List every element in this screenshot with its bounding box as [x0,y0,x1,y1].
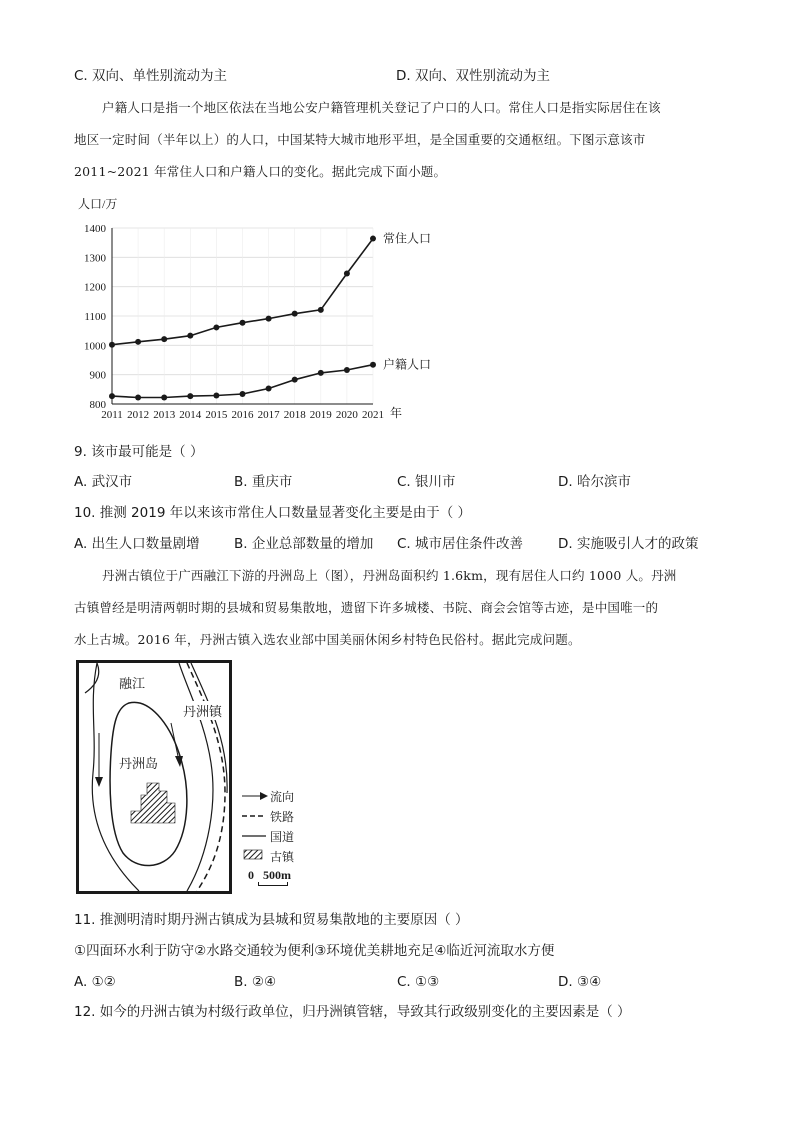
q8-option-c: C. 双向、单性别流动为主 [74,68,228,84]
x-tick-label: 2015 [205,409,228,421]
y-tick-label: 1400 [84,223,106,235]
data-point [266,316,272,322]
legend-highway-label: 国道 [270,830,295,844]
q11-option-a: A. ①② [74,974,116,990]
q11-option-b: B. ②④ [234,974,277,990]
data-point [161,336,167,342]
q11-stem: 11. 推测明清时期丹洲古镇成为县城和贸易集散地的主要原因（ ） [74,912,469,928]
q10-option-c: C. 城市居住条件改善 [397,536,524,552]
data-point [135,395,141,401]
data-point [135,339,141,345]
legend-old-town-symbol [244,850,262,859]
data-point [344,270,350,276]
legend-scale-label: 0 500m [248,868,291,882]
legend-flow-label: 流向 [270,790,295,804]
data-point [318,370,324,376]
passage1-line3: 2011~2021 年常住人口和户籍人口的变化。据此完成下面小题。 [74,164,447,179]
data-point [213,324,219,330]
y-tick-label: 1200 [84,281,106,294]
danzhou-map [76,660,232,894]
data-point [370,236,376,242]
data-point [292,311,298,317]
data-point [240,320,246,326]
legend-old-town-label: 古镇 [270,850,295,864]
map-legend [240,788,320,888]
data-point [240,391,246,397]
y-tick-label: 900 [89,369,106,382]
q10-option-a: A. 出生人口数量剧增 [74,536,200,552]
data-point [187,393,193,399]
series-label: 户籍人口 [383,357,432,372]
x-tick-label: 2020 [335,409,358,421]
data-point [318,307,324,313]
data-point [109,342,115,348]
data-point [213,392,219,398]
x-tick-label: 2018 [283,409,306,421]
legend-railway-label: 铁路 [270,810,295,824]
passage1-line2: 地区一定时间（半年以上）的人口，中国某特大城市地形平坦，是全国重要的交通枢纽。下图示意该市 [74,132,646,147]
x-tick-label: 2019 [309,409,332,421]
y-tick-label: 1100 [84,311,106,323]
flow-arrowhead-west [95,777,103,787]
q9-option-c: C. 银川市 [397,474,456,490]
q11-option-c: C. ①③ [397,974,440,990]
q9-option-a: A. 武汉市 [74,474,133,490]
q11-statements: ①四面环水利于防守②水路交通较为便利③环境优美耕地充足④临近河流取水方便 [74,943,555,959]
q12-stem: 12. 如今的丹洲古镇为村级行政单位，归丹洲镇管辖，导致其行政级别变化的主要因素是（ ） [74,1004,631,1020]
q9-option-d: D. 哈尔滨市 [558,474,631,490]
data-point [161,395,167,401]
legend-flow-arrowhead [260,792,268,800]
x-tick-label: 2013 [153,409,176,421]
q10-option-d: D. 实施吸引人才的政策 [558,536,699,552]
map-label-island: 丹洲岛 [119,757,159,772]
legend-scale-bar [258,882,288,886]
map-drawing [79,663,229,891]
x-tick-label: 2016 [231,409,254,421]
passage1-line1: 户籍人口是指一个地区依法在当地公安户籍管理机关登记了户口的人口。常住人口是指实际居住在该 [102,100,661,115]
passage2-line3: 水上古城。2016 年，丹洲古镇入选农业部中国美丽休闲乡村特色民俗村。据此完成问题。 [74,632,581,647]
x-tick-label: 2014 [179,409,202,421]
data-point [344,367,350,373]
y-axis-label: 人口/万 [78,197,118,211]
data-point [370,362,376,368]
map-label-town: 丹洲镇 [183,701,222,720]
x-tick-label: 2012 [127,409,150,421]
q9-option-b: B. 重庆市 [234,474,293,490]
x-tick-label: 2011 [101,409,123,421]
y-tick-label: 800 [89,399,106,411]
data-point [109,393,115,399]
q9-stem: 9. 该市最可能是（ ） [74,444,204,460]
data-point [292,377,298,383]
passage2-line2: 古镇曾经是明清两朝时期的县城和贸易集散地，遗留下许多城楼、书院、商会会馆等古迹，是中国唯一的 [74,600,659,615]
passage2-line1: 丹洲古镇位于广西融江下游的丹洲岛上（图），丹洲岛面积约 1.6km，现有居住人口约 1000 人。丹洲 [102,568,677,583]
population-line-chart [66,192,446,424]
y-tick-label: 1000 [84,340,106,353]
series-label: 常住人口 [383,231,432,246]
q11-option-d: D. ③④ [558,974,602,990]
data-point [187,333,193,339]
data-point [266,385,272,391]
q10-option-b: B. 企业总部数量的增加 [234,536,374,552]
q10-stem: 10. 推测 2019 年以来该市常住人口数量显著变化主要是由于（ ） [74,505,471,521]
y-tick-label: 1300 [84,252,106,265]
x-tick-label: 2021 [362,409,384,421]
x-axis-label: 年 [390,406,403,420]
x-tick-label: 2017 [257,409,280,421]
map-label-river: 融江 [119,677,146,692]
q8-option-d: D. 双向、双性别流动为主 [396,68,550,84]
